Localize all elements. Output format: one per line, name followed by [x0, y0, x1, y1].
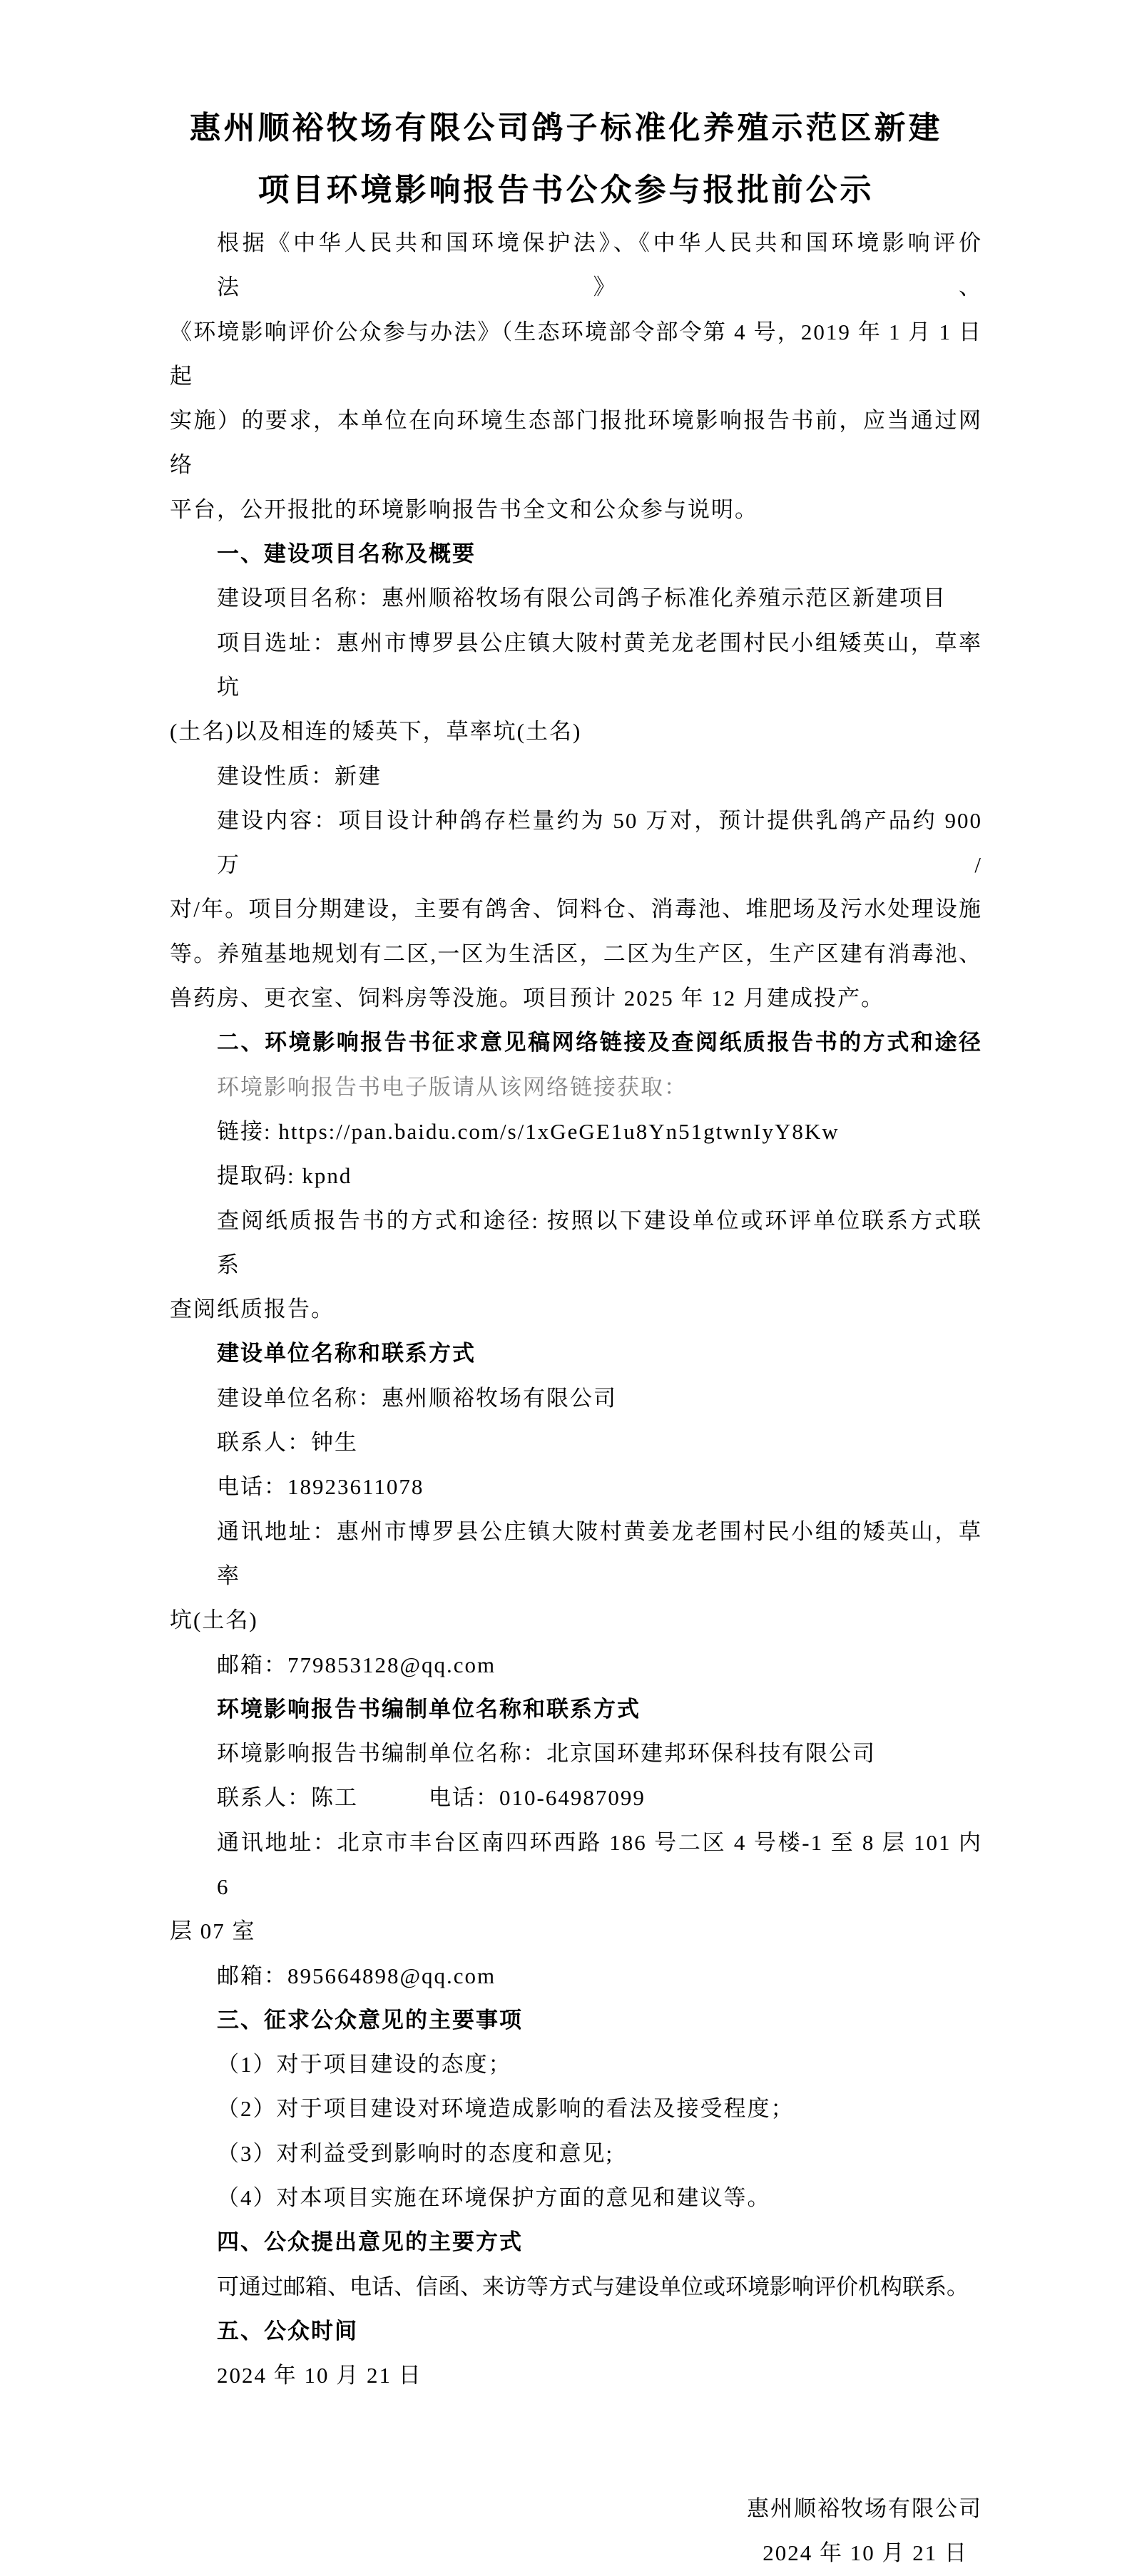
document-title-line-1: 惠州顺裕牧场有限公司鸽子标准化养殖示范区新建: [189, 111, 943, 145]
document-line: 对/年。项目分期建设，主要有鸽舍、饲料仓、消毒池、堆肥场及污水处理设施: [170, 896, 982, 922]
builder-email-line: 邮箱：779853128@qq.com: [217, 1652, 496, 1677]
builder-contact-heading: 建设单位名称和联系方式: [217, 1341, 476, 1366]
document-line: 等。养殖基地规划有二区,一区为生活区，二区为生产区，生产区建有消毒池、: [170, 941, 982, 966]
document-page: [0, 97, 1132, 2566]
document-line: 建设内容：项目设计种鸽存栏量约为 50 万对，预计提供乳鸽产品约 900 万/: [217, 807, 982, 878]
document-line: 实施）的要求，本单位在向环境生态部门报批环境影响报告书前，应当通过网络: [170, 408, 982, 478]
section-2-heading: 二、环境影响报告书征求意见稿网络链接及查阅纸质报告书的方式和途径: [217, 1030, 982, 1056]
document-line: （3）对利益受到影响时的态度和意见;: [217, 2140, 614, 2166]
document-line: 层 07 室: [170, 1918, 256, 1944]
document-line: 建设单位名称：惠州顺裕牧场有限公司: [217, 1385, 617, 1411]
document-line: [170, 2443, 982, 2487]
document-line: 项目选址：惠州市博罗县公庄镇大陂村黄羌龙老围村民小组矮英山，草率坑: [217, 630, 982, 700]
document-line: 《环境影响评价公众参与办法》（生态环境部令部令第 4 号，2019 年 1 月 1 日起: [170, 319, 982, 389]
document-line: (土名)以及相连的矮英下，草率坑(土名): [170, 719, 582, 745]
document-line: 根据《中华人民共和国环境保护法》、《中华人民共和国环境影响评价法》、: [217, 230, 982, 300]
publicity-date-line: 2024 年 10 月 21 日: [217, 2363, 422, 2388]
eia-unit-phone-line: 联系人：陈工 电话：010-64987099: [217, 1785, 646, 1811]
document-line: 平台，公开报批的环境影响报告书全文和公众参与说明。: [170, 496, 758, 522]
document-line: 查阅纸质报告。: [170, 1297, 335, 1322]
document-line: 建设性质：新建: [217, 763, 382, 789]
document-line: 查阅纸质报告书的方式和途径: 按照以下建设单位或环评单位联系方式联系: [217, 1207, 983, 1277]
document-line: （4）对本项目实施在环境保护方面的意见和建议等。: [217, 2185, 771, 2211]
eia-unit-email-line: 邮箱：895664898@qq.com: [217, 1963, 496, 1988]
document-title: [0, 97, 1132, 221]
document-line: 环境影响报告书电子版请从该网络链接获取：: [217, 1074, 688, 1100]
document-body: [170, 221, 982, 2576]
signature-company-line: 惠州顺裕牧场有限公司: [747, 2496, 982, 2522]
document-line: 环境影响报告书编制单位名称：北京国环建邦环保科技有限公司: [217, 1741, 876, 1767]
document-line: 联系人：钟生: [217, 1430, 358, 1456]
document-line: 兽药房、更衣室、饲料房等没施。项目预计 2025 年 12 月建成投产。: [170, 986, 884, 1011]
document-line: （2）对于项目建设对环境造成影响的看法及接受程度；: [217, 2096, 795, 2122]
document-line: 通讯地址：惠州市博罗县公庄镇大陂村黄姜龙老围村民小组的矮英山，草率: [217, 1518, 982, 1588]
builder-phone-line: 电话：18923611078: [217, 1474, 424, 1500]
pan-baidu-link-line[interactable]: 链接: https://pan.baidu.com/s/1xGeGE1u8Yn51gtwnIyY8Kw: [217, 1118, 840, 1144]
eia-unit-contact-heading: 环境影响报告书编制单位名称和联系方式: [217, 1696, 641, 1722]
document-line: 坑(土名): [170, 1608, 258, 1633]
document-line: 通讯地址：北京市丰台区南四环西路 186 号二区 4 号楼-1 至 8 层 101 内 6: [217, 1829, 982, 1899]
section-4-heading: 四、公众提出意见的主要方式: [217, 2229, 523, 2255]
section-1-heading: 一、建设项目名称及概要: [217, 541, 476, 567]
document-line: 可通过邮箱、电话、信函、来访等方式与建设单位或环境影响评价机构联系。: [217, 2274, 969, 2299]
section-5-heading: 五、公众时间: [217, 2318, 358, 2344]
section-3-heading: 三、征求公众意见的主要事项: [217, 2007, 523, 2033]
extraction-code-line: 提取码: kpnd: [217, 1163, 352, 1189]
document-line: （1）对于项目建设的态度；: [217, 2052, 512, 2077]
document-line: [170, 2398, 982, 2443]
document-line: 建设项目名称：惠州顺裕牧场有限公司鸽子标准化养殖示范区新建项目: [217, 586, 947, 611]
signature-date-line: 2024 年 10 月 21 日: [763, 2540, 968, 2566]
document-title-line-2: 项目环境影响报告书公众参与报批前公示: [257, 173, 875, 208]
